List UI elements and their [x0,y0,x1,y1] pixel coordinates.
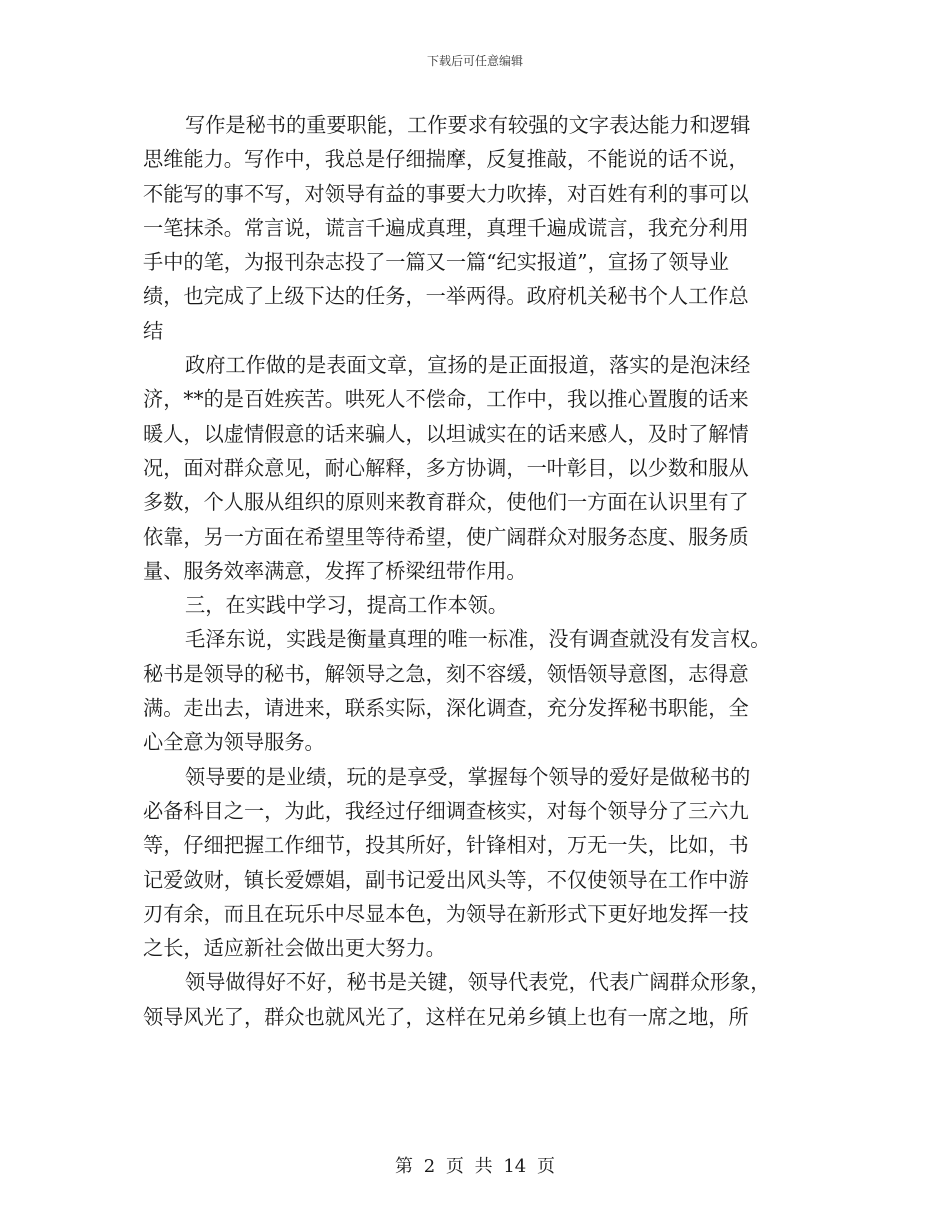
text-line: 刃有余，而且在玩乐中尽显本色，为领导在新形式下更好地发挥一技 [143,901,749,926]
text-line: 济，**的是百姓疾苦。哄死人不偿命，工作中，我以推心置腹的话来 [143,387,749,412]
document-body [143,108,811,1034]
text-line: 手中的笔，为报刊杂志投了一篇又一篇“纪实报道”，宣扬了领导业 [143,250,729,275]
text-line: 心全意为领导服务。 [143,730,325,755]
text-line: 况，面对群众意见，耐心解释，多方协调，一叶彰目，以少数和服从 [143,455,749,480]
page-header: 下载后可任意编辑 [426,54,523,68]
text-line: 满。走出去，请进来，联系实际，深化调查，充分发挥秘书职能，全 [143,696,749,721]
text-line: 暖人，以虚情假意的话来骗人，以坦诚实在的话来感人，及时了解情 [143,421,749,446]
text-line: 绩，也完成了上级下达的任务，一举两得。政府机关秘书个人工作总 [143,284,749,309]
page-footer: 第 2 页 共 14 页 [395,1156,555,1177]
text-line: 等，仔细把握工作细节，投其所好，针锋相对，万无一失，比如，书 [143,833,749,858]
text-line: 结 [143,318,164,343]
text-line: 领导风光了，群众也就风光了，这样在兄弟乡镇上也有一席之地，所 [143,1004,749,1029]
text-line: 领导要的是业绩，玩的是享受，掌握每个领导的爱好是做秘书的 [185,764,751,789]
text-line: 写作是秘书的重要职能，工作要求有较强的文字表达能力和逻辑 [185,113,751,137]
text-line: 必备科目之一，为此，我经过仔细调查核实，对每个领导分了三六九 [143,798,749,823]
text-line: 量、服务效率满意，发挥了桥梁纽带作用。 [143,558,527,583]
text-line: 毛泽东说，实践是衡量真理的唯一标准，没有调查就没有发言权。 [185,627,771,652]
text-line: 记爱敛财，镇长爱嫖娼，副书记爱出风头等，不仅使领导在工作中游 [143,867,749,892]
text-line: 秘书是领导的秘书，解领导之急，刻不容缓，领悟领导意图，志得意 [143,661,749,686]
text-line: 之长，适应新社会做出更大努力。 [143,936,446,961]
text-line: 依靠，另一方面在希望里等待希望，使广阔群众对服务态度、服务质 [143,524,749,549]
text-line: 不能写的事不写，对领导有益的事要大力吹捧，对百姓有利的事可以 [143,181,749,206]
text-line: 领导做得好不好，秘书是关键，领导代表党，代表广阔群众形象， [185,970,771,995]
text-line: 政府工作做的是表面文章，宣扬的是正面报道，落实的是泡沫经 [185,353,751,378]
text-line: 一笔抹杀。常言说，谎言千遍成真理，真理千遍成谎言，我充分利用 [143,215,749,240]
text-line: 多数，个人服从组织的原则来教育群众，使他们一方面在认识里有了 [143,490,749,515]
text-line: 思维能力。写作中，我总是仔细揣摩，反复推敲，不能说的话不说， [143,147,749,172]
section-heading: 三，在实践中学习，提高工作本领。 [185,593,509,618]
